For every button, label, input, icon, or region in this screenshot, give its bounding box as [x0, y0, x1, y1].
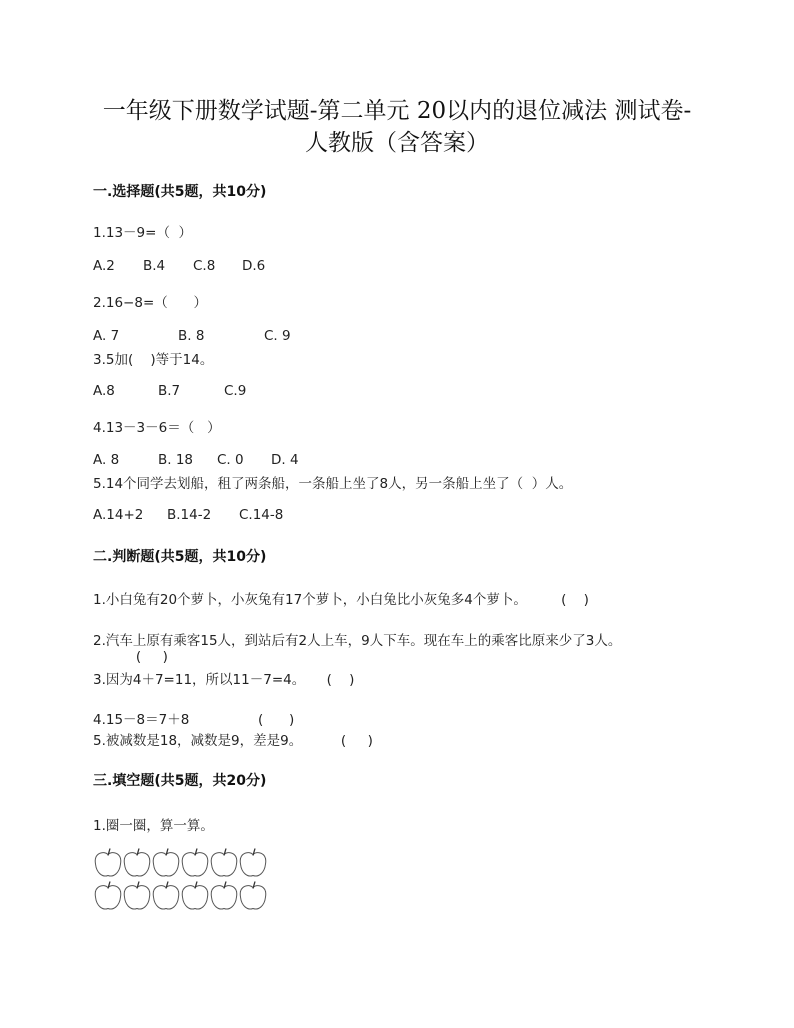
question-4-stem: 4.13－3－6＝（ ）: [93, 420, 221, 436]
judgment-item-4: 4.15－8＝7＋8 ( ): [93, 712, 295, 728]
judgment-item-1: 1.小白兔有20个萝卜，小灰兔有17个萝卜，小白兔比小灰兔多4个萝卜。 ( ): [93, 592, 589, 608]
question-2-stem: 2.16−8=（ ）: [93, 295, 208, 311]
apple-icon: [153, 882, 179, 910]
judgment-item-2-bracket: ( ): [93, 649, 168, 665]
question-3-stem: 3.5加( )等于14。: [93, 352, 214, 368]
question-2-option-c: C. 9: [264, 328, 291, 344]
section-heading-choice: 一.选择题(共5题，共10分): [93, 184, 267, 200]
question-2-option-b: B. 8: [178, 328, 205, 344]
question-1-option-a: A.2: [93, 258, 115, 274]
apple-icon: [182, 882, 208, 910]
section-heading-fill-in: 三.填空题(共5题，共20分): [93, 773, 267, 789]
question-3-option-a: A.8: [93, 383, 115, 399]
question-1-stem: 1.13－9=（ ）: [93, 225, 193, 241]
question-5-option-b: B.14-2: [167, 507, 212, 523]
question-2-option-a: A. 7: [93, 328, 120, 344]
apple-icon: [240, 849, 266, 877]
question-1-option-b: B.4: [143, 258, 166, 274]
section-heading-judgment: 二.判断题(共5题，共10分): [93, 549, 267, 565]
question-5-stem: 5.14个同学去划船，租了两条船，一条船上坐了8人，另一条船上坐了（ ）人。: [93, 476, 573, 492]
apple-icon: [124, 849, 150, 877]
apple-icon: [211, 849, 237, 877]
apple-icon: [124, 882, 150, 910]
question-4-option-d: D. 4: [271, 452, 299, 468]
apples-illustration: [93, 848, 273, 912]
question-3-option-c: C.9: [224, 383, 247, 399]
judgment-item-2: 2.汽车上原有乘客15人，到站后有2人上车，9人下车。现在车上的乘客比原来少了3人。: [93, 633, 622, 649]
judgment-item-5: 5.被减数是18，减数是9，差是9。 ( ): [93, 733, 373, 749]
apple-icon: [95, 882, 121, 910]
question-4-option-b: B. 18: [158, 452, 194, 468]
apple-icon: [153, 849, 179, 877]
apple-icon: [211, 882, 237, 910]
question-4-option-c: C. 0: [217, 452, 244, 468]
apple-icon: [240, 882, 266, 910]
question-1-option-d: D.6: [242, 258, 266, 274]
question-5-option-a: A.14+2: [93, 507, 144, 523]
question-4-option-a: A. 8: [93, 452, 120, 468]
question-3-option-b: B.7: [158, 383, 181, 399]
question-1-option-c: C.8: [193, 258, 216, 274]
document-title-line2: 人教版（含答案）: [305, 130, 489, 156]
apple-icon: [95, 849, 121, 877]
judgment-item-3: 3.因为4＋7=11，所以11－7=4。 ( ): [93, 672, 355, 688]
fill-in-item-1: 1.圈一圈，算一算。: [93, 818, 214, 834]
question-5-option-c: C.14-8: [239, 507, 284, 523]
document-title-line1: 一年级下册数学试题-第二单元 20以内的退位减法 测试卷-: [102, 98, 692, 124]
apple-icon: [182, 849, 208, 877]
